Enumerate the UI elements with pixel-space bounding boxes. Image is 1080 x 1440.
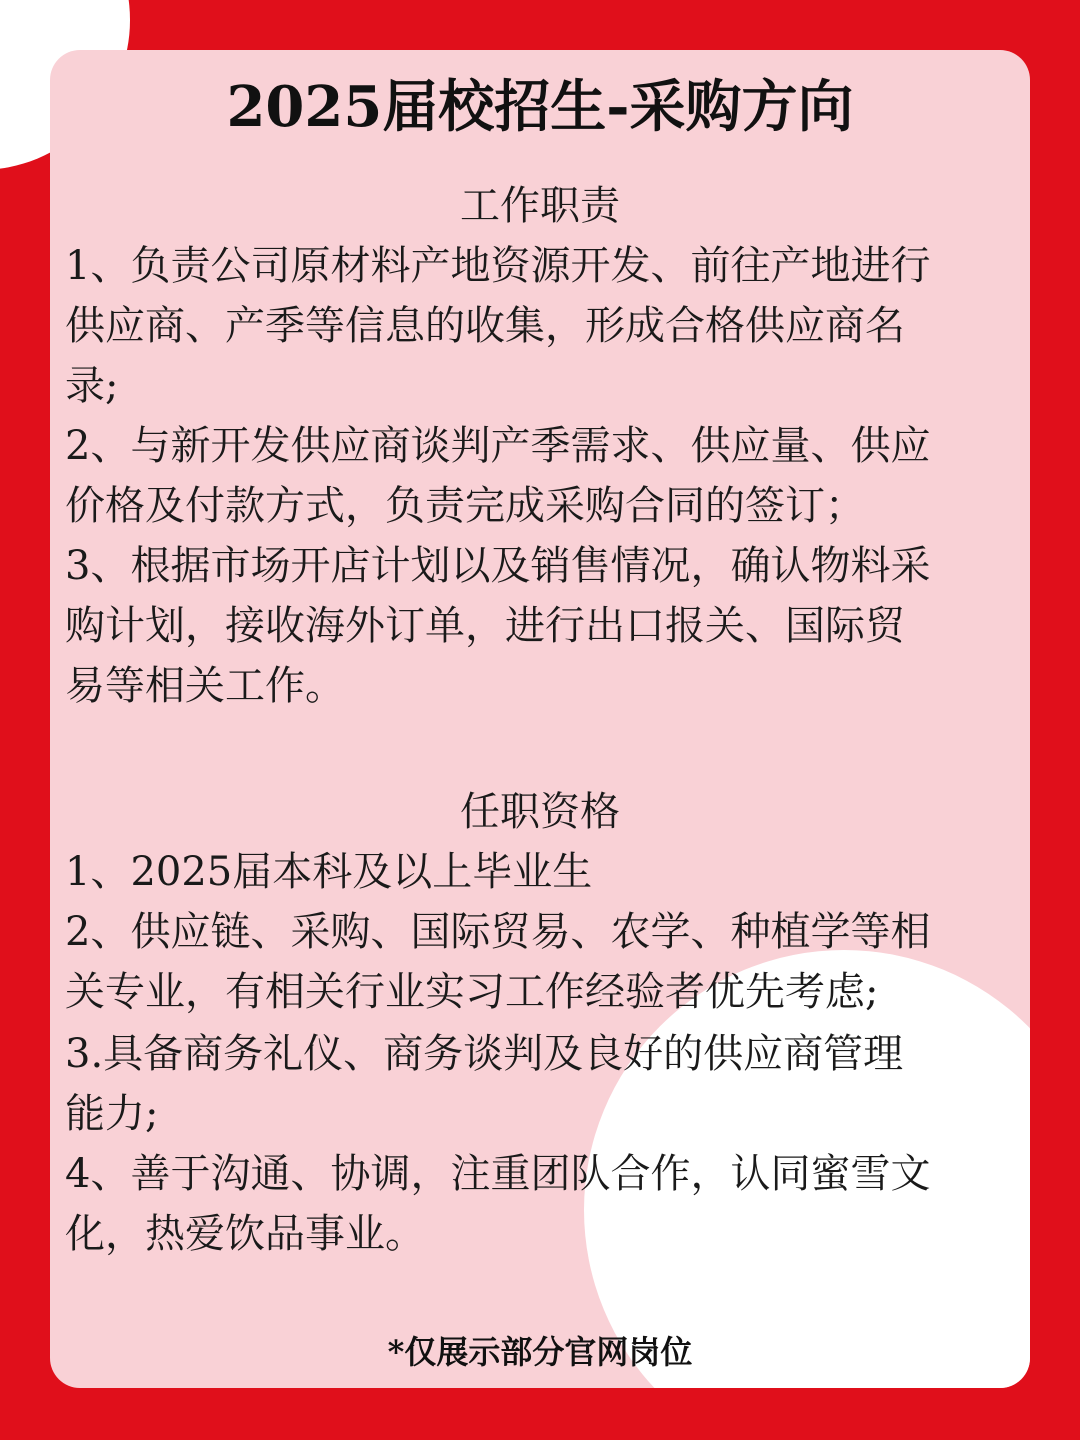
footnote: *仅展示部分官网岗位 xyxy=(387,1333,693,1371)
requirement-item-3-line-2: 能力; xyxy=(65,1091,159,1137)
duty-item-1-line-3: 录; xyxy=(65,363,119,409)
requirement-item-4-line-1: 4、善于沟通、协调，注重团队合作，认同蜜雪文 xyxy=(65,1151,931,1197)
requirement-item-2-line-1: 2、供应链、采购、国际贸易、农学、种植学等相 xyxy=(65,909,931,955)
requirement-item-1 xyxy=(65,842,1015,902)
duty-item-3-line-3: 易等相关工作。 xyxy=(65,663,345,709)
duty-item-3 xyxy=(65,536,1015,716)
content-card xyxy=(50,50,1030,1388)
requirement-item-4-line-2: 化，热爱饮品事业。 xyxy=(65,1211,425,1257)
duty-item-3-line-2: 购计划，接收海外订单，进行出口报关、国际贸 xyxy=(65,603,905,649)
requirements-heading: 任职资格 xyxy=(460,789,620,835)
requirement-item-3 xyxy=(65,1024,1015,1144)
requirement-item-3-line-1: 3.具备商务礼仪、商务谈判及良好的供应商管理 xyxy=(65,1031,904,1077)
duties-heading: 工作职责 xyxy=(460,183,620,229)
duty-item-2-line-1: 2、与新开发供应商谈判产季需求、供应量、供应 xyxy=(65,423,931,469)
duty-item-2 xyxy=(65,416,1015,536)
duty-item-1-line-1: 1、负责公司原材料产地资源开发、前往产地进行 xyxy=(65,243,931,289)
requirement-item-2-line-2: 关专业，有相关行业实习工作经验者优先考虑; xyxy=(65,969,879,1015)
duty-item-2-line-2: 价格及付款方式，负责完成采购合同的签订； xyxy=(65,483,865,529)
requirement-item-1-line-1: 1、2025届本科及以上毕业生 xyxy=(65,849,593,895)
duty-item-3-line-1: 3、根据市场开店计划以及销售情况，确认物料采 xyxy=(65,543,931,589)
duty-item-1-line-2: 供应商、产季等信息的收集，形成合格供应商名 xyxy=(65,303,905,349)
requirement-item-2 xyxy=(65,902,1015,1022)
duty-item-1 xyxy=(65,236,1015,416)
card-content xyxy=(50,50,1030,1388)
requirement-item-4 xyxy=(65,1144,1015,1264)
page-title: 2025届校招生-采购方向 xyxy=(226,74,854,140)
